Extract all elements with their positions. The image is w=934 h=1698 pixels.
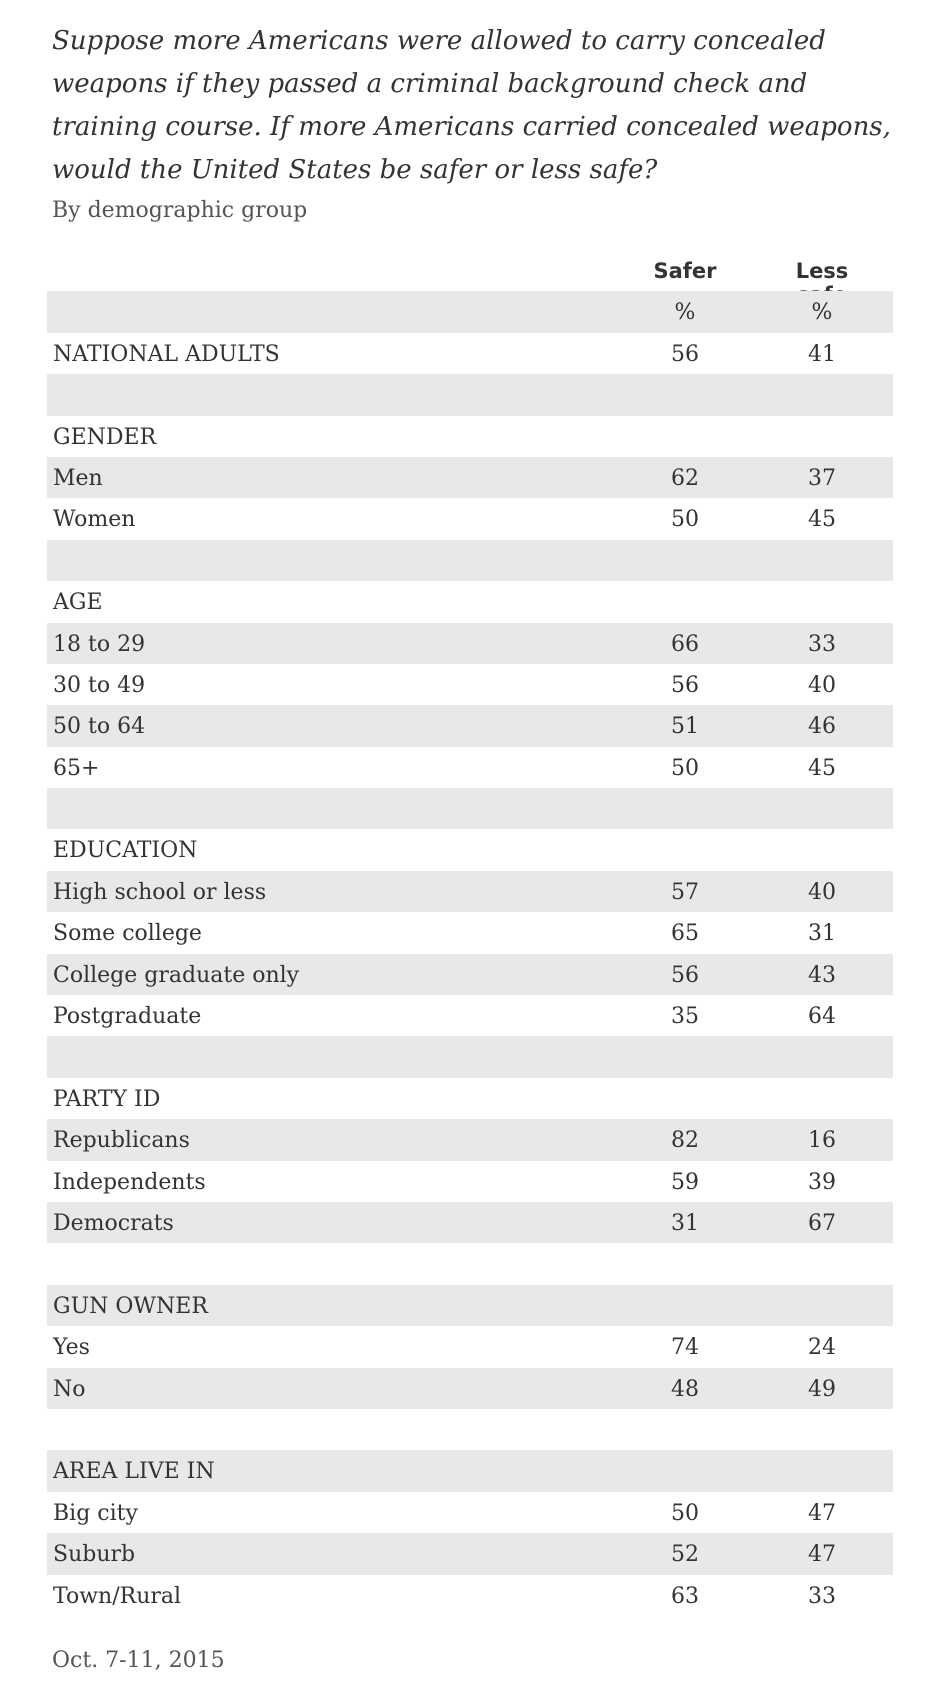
- less-safe-value: 49: [808, 1376, 836, 1402]
- less-safe-value: 16: [808, 1128, 836, 1154]
- survey-date: Oct. 7-11, 2015: [52, 1648, 225, 1673]
- table-row: [47, 1368, 893, 1409]
- row-label: 18 to 29: [53, 631, 146, 657]
- row-label: Yes: [53, 1335, 90, 1361]
- table-row: [47, 1243, 893, 1284]
- safer-value: 62: [671, 465, 699, 491]
- safer-value: 31: [671, 1210, 699, 1236]
- table-row: [47, 1450, 893, 1491]
- row-label: Women: [53, 507, 136, 533]
- safer-value: 56: [671, 672, 699, 698]
- table-row: [47, 498, 893, 539]
- less-safe-value: 24: [808, 1335, 836, 1361]
- table-row: [47, 664, 893, 705]
- safer-value: 48: [671, 1376, 699, 1402]
- table-row: [47, 623, 893, 664]
- safer-value: 66: [671, 631, 699, 657]
- table-row: [47, 416, 893, 457]
- row-label: EDUCATION: [53, 838, 198, 864]
- table-row: [47, 1326, 893, 1367]
- row-label: AREA LIVE IN: [53, 1459, 215, 1485]
- table-row: [47, 995, 893, 1036]
- row-label: GENDER: [53, 424, 157, 450]
- less-safe-value: 47: [808, 1542, 836, 1568]
- safer-value: 82: [671, 1128, 699, 1154]
- row-label: Democrats: [53, 1210, 174, 1236]
- less-safe-value: 41: [808, 341, 836, 367]
- table-row: [47, 457, 893, 498]
- table-header-row: [47, 250, 893, 291]
- less-safe-value: 33: [808, 631, 836, 657]
- table-body: [47, 291, 893, 1616]
- table-row: [47, 1161, 893, 1202]
- table-row: [47, 291, 893, 332]
- table-row: [47, 1285, 893, 1326]
- safer-value: 65: [671, 921, 699, 947]
- less-safe-value: 46: [808, 714, 836, 740]
- safer-value: 52: [671, 1542, 699, 1568]
- row-label: Postgraduate: [53, 1004, 202, 1030]
- table-row: [47, 705, 893, 746]
- row-label: Big city: [53, 1500, 138, 1526]
- safer-value: 59: [671, 1169, 699, 1195]
- row-label: Some college: [53, 921, 202, 947]
- table-row: [47, 1409, 893, 1450]
- row-label: No: [53, 1376, 86, 1402]
- row-label: Suburb: [53, 1542, 136, 1568]
- table-row: [47, 747, 893, 788]
- safer-value: 35: [671, 1004, 699, 1030]
- safer-value: 63: [671, 1583, 699, 1609]
- safer-value: 74: [671, 1335, 699, 1361]
- row-label: Town/Rural: [53, 1583, 182, 1609]
- safer-value: 56: [671, 962, 699, 988]
- row-label: GUN OWNER: [53, 1293, 208, 1319]
- row-label: Men: [53, 465, 103, 491]
- column-header-less-safe: Less: [795, 259, 849, 283]
- less-safe-value: 67: [808, 1210, 836, 1236]
- less-safe-value: 47: [808, 1500, 836, 1526]
- less-safe-value: %: [811, 300, 833, 326]
- row-label: 30 to 49: [53, 672, 146, 698]
- less-safe-value: 33: [808, 1583, 836, 1609]
- less-safe-value: 40: [808, 672, 836, 698]
- row-label: Republicans: [53, 1128, 190, 1154]
- less-safe-value: 43: [808, 962, 836, 988]
- less-safe-value: 45: [808, 755, 836, 781]
- safer-value: 50: [671, 507, 699, 533]
- safer-value: 57: [671, 879, 699, 905]
- less-safe-value: 31: [808, 921, 836, 947]
- row-label: AGE: [53, 590, 103, 616]
- column-header-safer: Safer: [653, 259, 717, 283]
- row-label: 50 to 64: [53, 714, 146, 740]
- row-label: College graduate only: [53, 962, 300, 988]
- table-row: [47, 788, 893, 829]
- safer-value: 56: [671, 341, 699, 367]
- safer-value: 50: [671, 1500, 699, 1526]
- table-row: [47, 1119, 893, 1160]
- table-row: [47, 1202, 893, 1243]
- table-row: [47, 1533, 893, 1574]
- table-row: [47, 540, 893, 581]
- table-row: [47, 1078, 893, 1119]
- row-label: 65+: [53, 755, 100, 781]
- table-row: [47, 954, 893, 995]
- subtitle: By demographic group: [52, 198, 308, 223]
- row-label: Independents: [53, 1169, 206, 1195]
- table-row: [47, 333, 893, 374]
- table-row: [47, 1492, 893, 1533]
- table-row: [47, 1036, 893, 1077]
- less-safe-value: 64: [808, 1004, 836, 1030]
- safer-value: 50: [671, 755, 699, 781]
- table-row: [47, 871, 893, 912]
- less-safe-value: 39: [808, 1169, 836, 1195]
- row-label: PARTY ID: [53, 1086, 161, 1112]
- table-row: [47, 1575, 893, 1616]
- less-safe-value: 37: [808, 465, 836, 491]
- table-row: [47, 829, 893, 870]
- results-table: [47, 250, 893, 1616]
- row-label: NATIONAL ADULTS: [53, 341, 280, 367]
- less-safe-value: 40: [808, 879, 836, 905]
- safer-value: %: [674, 300, 696, 326]
- table-row: [47, 374, 893, 415]
- safer-value: 51: [671, 714, 699, 740]
- question-title: Suppose more Americans were allowed to carry concealed weapons if they passed a criminal background check and training course. If more Americans carried concealed weapons, would the United States be safer or less safe?: [52, 26, 891, 185]
- table-row: [47, 581, 893, 622]
- table-row: [47, 912, 893, 953]
- row-label: High school or less: [53, 879, 267, 905]
- less-safe-value: 45: [808, 507, 836, 533]
